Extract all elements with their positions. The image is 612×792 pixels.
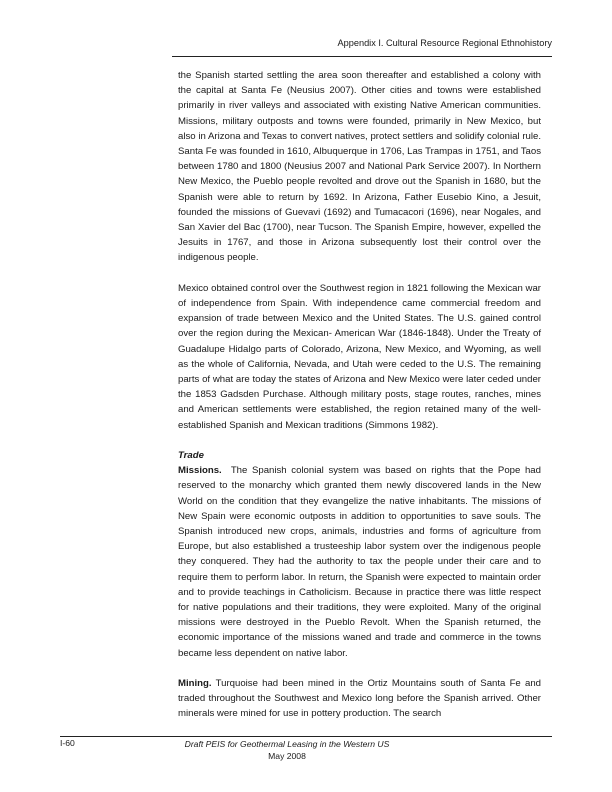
mining-text: Turquoise had been mined in the Ortiz Mountains south of Santa Fe and traded throughout the Southwest and Mexico long before the Spanish arrived. Other minerals were mined for use in pottery production. The search: [178, 678, 541, 720]
header-rule: [172, 56, 552, 57]
page-number: I-60: [60, 738, 75, 748]
footer-rule: [60, 736, 552, 737]
paragraph-mining: [178, 676, 541, 722]
section-heading-trade: Trade: [178, 450, 204, 462]
runin-missions: Missions.: [178, 465, 222, 477]
footer-date: May 2008: [268, 751, 306, 761]
missions-text: The Spanish colonial system was based on rights that the Pope had reserved to the monarchy which granted them newly discovered lands in the New World on the condition that they evangelize the native inhabitants. The missions of New Spain were economic outposts in addition to opportunities to save souls. The Spanish introduced new crops, animals, industries and forms of agriculture from Europe, but also established a trusteeship labor system over the indigenous people they conquered. They had the authority to tax the people under their care and to require them to perform labor. In return, the Spanish were expected to maintain order and to provide teachings in Catholicism. Because in practice there was little respect for native populations and their traditions, they were exploited. Many of the original missions were destroyed in the Pueblo Revolt. When the Spanish returned, the economic importance of the missions waned and trade and commerce in the towns became less dependent on native labor.: [178, 465, 541, 659]
paragraph-spanish-settlement: the Spanish started settling the area soon thereafter and established a colony with the capital at Santa Fe (Neusius 2007). Other cities and towns were established primarily in river valleys and associated with existing Native American communities. Missions, military outposts and towns were founded, primarily in New Mexico, but also in Arizona and Texas to convert natives, protect settlers and solidify colonial rule. Santa Fe was founded in 1610, Albuquerque in 1706, Las Trampas in 1751, and Taos between 1780 and 1800 (Neusius 2007 and National Park Service 2007). In Northern New Mexico, the Pueblo people revolted and drove out the Spanish in 1680, but the Spanish were able to return by 1692. In Arizona, Father Eusebio Kino, a Jesuit, founded the missions of Guevavi (1692) and Tumacacori (1696), near Nogales, and San Xavier del Bac (1700), near Tucson. The Spanish Empire, however, expelled the Jesuits in 1767, and those in Arizona subsequently lost their control over the indigenous people.: [178, 70, 541, 264]
running-header: [172, 38, 552, 54]
paragraph-missions: [178, 463, 541, 661]
main-text: [178, 68, 541, 737]
runin-mining: Mining.: [178, 678, 212, 690]
paragraph-mexico-control: Mexico obtained control over the Southwest region in 1821 following the Mexican war of independence from Spain. With independence came commercial freedom and expansion of trade between Mexico and the United States. The U.S. gained control over the region during the Mexican- American War (1846-1848). Under the Treaty of Guadalupe Hidalgo parts of Colorado, Arizona, New Mexico, and Wyoming, as well as the whole of California, Nevada, and Utah were ceded to the U.S. The remaining parts of what are today the states of Arizona and New Mexico were later ceded under the 1853 Gadsden Purchase. Although military posts, stage routes, ranches, mines and American settlements were established, the region retained many of the well-established Spanish and Mexican traditions (Simmons 1982).: [178, 282, 541, 431]
header-title: Appendix I. Cultural Resource Regional Ethnohistory: [337, 38, 552, 48]
footer-info: [172, 738, 402, 762]
footer-doc-title: Draft PEIS for Geothermal Leasing in the Western US: [184, 739, 390, 749]
